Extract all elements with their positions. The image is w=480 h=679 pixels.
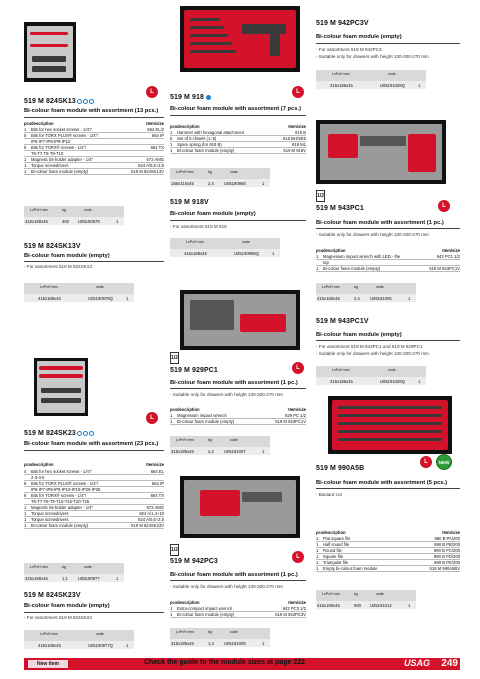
row-item: 664 IP (151, 133, 164, 138)
product-image-943pc1 (316, 120, 446, 184)
row-description: Bits for TORX® screws - 1/4"/ (31, 145, 87, 150)
new-badge: NEW (436, 454, 452, 470)
row-description: Bits for TORX PLUS® screws - 1/4"/ (31, 133, 99, 138)
row-qty: 1 (24, 523, 27, 528)
code-table: LxPxH mm kg code 415x188x45 1,4 U05191008 1 (170, 628, 270, 650)
section-desc: - Suitable only for drawers with height 130-200-270 mm (170, 392, 283, 397)
product-image-918 (180, 6, 300, 72)
section-title: 519 M 990A5B (316, 465, 365, 472)
row-item: 519 M 918V (283, 148, 306, 153)
row-qty: 8 (24, 493, 27, 498)
product-image-824sk13 (24, 22, 76, 82)
l-badge: L (292, 86, 304, 98)
l-badge: L (146, 86, 158, 98)
row-qty: 1 (316, 254, 319, 259)
product-image-929pc1 (180, 290, 300, 350)
row-qty: 1 (316, 266, 319, 271)
half-inch-icon: 1/2 (170, 352, 179, 364)
row-item: 990 B PD/200 (433, 554, 460, 559)
row-description: Bi-colour foam module (empty) (31, 523, 89, 528)
row-qty: 1 (24, 157, 27, 162)
row-description: Magnesium impact wrench with LED - the (323, 254, 401, 259)
row-qty: 1 (24, 169, 27, 174)
code-table: LxPxH mm code 415x188x45 U05190976Q 1 (24, 283, 134, 305)
half-inch-icon: 1/2 (316, 190, 325, 202)
row-item: 664 TX (150, 493, 164, 498)
row-description: Half-round file (323, 542, 350, 547)
row-description: 2-3-4-5 (31, 475, 45, 480)
code-table: LxPxH mm kg code 415x188x45 900 U05191012 1 (316, 590, 416, 612)
code-table: LxPxH mm kg code 415x188x45 2,4 U05191006 1 (316, 283, 416, 305)
code-table: LxPxH mm code 415x188x45 U05191008Q 1 (316, 70, 426, 92)
row-description: Hammer with hexagonal attachment (177, 130, 245, 135)
section-subtitle: Bi-colour foam module (empty) (24, 603, 110, 609)
row-description: Bi-colour foam module (empty) (177, 419, 235, 424)
row-item: 929 PC 1/2 (285, 413, 306, 418)
section-desc: - For assortment 519 M 824SK13 (24, 264, 92, 269)
row-description: Spare spring (for 918 B) (177, 142, 222, 147)
table-row (24, 523, 164, 529)
row-item: 519 M 824SK23V (131, 523, 164, 528)
section-subtitle: Bi-colour foam module (empty) (316, 34, 402, 40)
row-qty: 5 (24, 133, 27, 138)
row-qty: 1 (170, 413, 173, 418)
section-desc: - Suitable only for drawers with height 130-200-270 mm (316, 351, 429, 356)
row-description: Magnesium impact wrench (177, 413, 227, 418)
brand-logo: USAG (403, 658, 430, 668)
row-description: Torque screwdrivers (31, 163, 69, 168)
row-description: Bits for TORX PLUS® screws - 1/4"/ (31, 481, 99, 486)
row-description: Triangular file (323, 560, 349, 565)
row-item: 672 AMG (146, 505, 164, 510)
row-description: T6-T7-T8-T9-T10 (31, 151, 64, 156)
section-desc: - Suitable only for drawers with height 130-200-270 mm (316, 232, 429, 237)
row-description: Bi-colour foam module (empty) (31, 169, 89, 174)
row-description: Magnetic bit-holder adapter - 1/4" (31, 505, 94, 510)
code-table: LxPxH mm kg code 415x188x45 1,1 U05190977 1 (24, 563, 124, 585)
row-description: Bits for hex socket screws - 1/4"/ (31, 469, 92, 474)
section-title: 519 M 824SK13 (24, 98, 94, 107)
row-description: Bits for TORX® screws - 1/4"/ (31, 493, 87, 498)
guide-link[interactable]: Check the guide to the module sizes at page 222 (144, 659, 306, 666)
row-description: IP6-IP7-IP8-IP9-IP10 (31, 139, 71, 144)
row-description: Round file (323, 548, 342, 553)
code-table: LxPxH mm kg code 415x188x45 400 U05190978 1 (24, 206, 124, 228)
row-description: Bi-colour foam module (empty) (323, 266, 381, 271)
row-qty: 1 (316, 566, 319, 571)
section-title: 519 M 942PC3V (316, 20, 369, 27)
section-title: 519 M 943PC1V (316, 318, 369, 325)
section-title: 519 M 918 (170, 94, 211, 103)
row-description: IP6-IP7-IP8-IP9-IP10-IP15-IP20-IP25 (31, 487, 101, 492)
row-qty: 1 (316, 536, 319, 541)
row-description: top (323, 260, 329, 265)
row-qty: 1 (170, 148, 173, 153)
half-inch-icon: 1/2 (170, 544, 179, 556)
product-image-990a5b (328, 396, 452, 454)
section-title: 519 M 943PC1 (316, 205, 364, 212)
page-footer (24, 658, 460, 670)
row-item: 942 PC3 1/2 (282, 606, 306, 611)
row-description: Square file (323, 554, 344, 559)
section-desc: - For assortment 519 M 824SK23 (24, 615, 92, 620)
section-title: 519 M 942PC3 (170, 558, 218, 565)
product-image-942pc3 (180, 476, 300, 538)
row-description: Set of 5 chisels (1÷5) (177, 136, 217, 141)
row-qty: 1 (170, 606, 173, 611)
row-qty: 1 (316, 548, 319, 553)
section-desc: - For assortment 519 M 942PC3 (316, 47, 382, 52)
row-qty: 5 (170, 136, 173, 141)
l-badge: L (420, 456, 432, 468)
row-description: Torque screwdrivers (31, 517, 69, 522)
row-item: 990 B PB/200 (434, 542, 460, 547)
product-image-824sk23 (34, 358, 88, 416)
row-description: Magnetic bit-holder adapter - 1/4" (31, 157, 94, 162)
row-qty: 8 (24, 481, 27, 486)
row-item: 918 B (295, 130, 306, 135)
section-subtitle: Bi-colour foam module (empty) (24, 253, 110, 259)
row-qty: 1 (24, 511, 27, 516)
section-title: 519 M 824SK23V (24, 592, 81, 599)
table-row (170, 612, 306, 618)
section-subtitle: Bi-colour foam module with assortment (23 pcs.) (24, 441, 159, 447)
row-item: 918 M1 (292, 142, 306, 147)
l-badge: L (438, 200, 450, 212)
row-qty: 1 (24, 163, 27, 168)
row-item: 824 A/1,4÷10 (139, 511, 164, 516)
code-table: LxPxH mm code 415x188x45 U05191006Q 1 (316, 366, 426, 388)
section-title: 519 M 929PC1 (170, 367, 218, 374)
new-item-legend: New item (28, 660, 68, 668)
row-description: Bits for hex socket screws - 1/4"/ (31, 127, 92, 132)
row-item: 664 TX (150, 145, 164, 150)
row-item: 664 EL (150, 469, 164, 474)
section-desc: - Suitable only for drawers with height 130-200-270 mm (170, 584, 283, 589)
row-qty: 1 (24, 505, 27, 510)
row-qty: 1 (24, 127, 27, 132)
table-row (24, 169, 164, 175)
section-desc: - Basiard cut (316, 492, 342, 497)
row-qty: 1 (170, 130, 173, 135)
section-title: 519 M 918V (170, 199, 209, 206)
row-item: 664 IP (151, 481, 164, 486)
section-subtitle: Bi-colour foam module with assortment (7 pcs.) (170, 106, 302, 112)
row-item: 824 A/0,5÷2,5 (138, 163, 164, 168)
table-row (170, 148, 306, 154)
row-qty: 4 (24, 469, 27, 474)
row-qty: 1 (170, 419, 173, 424)
row-qty: 1 (316, 542, 319, 547)
row-qty: 1 (24, 517, 27, 522)
l-badge: L (292, 362, 304, 374)
row-description: Bi-colour foam module (empty) (177, 612, 235, 617)
row-description: Flat square file (323, 536, 351, 541)
section-subtitle: Bi-colour foam module with assortment (5 pcs.) (316, 480, 448, 486)
section-subtitle: Bi-colour foam module (empty) (170, 211, 256, 217)
section-desc: - Suitable only for drawers with height 130-200-270 mm (316, 54, 429, 59)
row-qty: 1 (170, 612, 173, 617)
row-item: 519 M 942PC3V (275, 612, 306, 617)
row-description: Bi-colour foam module (empty) (177, 148, 235, 153)
section-subtitle: Bi-colour foam module with assortment (1 pc.) (316, 220, 444, 226)
row-item: 990 B PE/200 (434, 560, 460, 565)
table-row (316, 566, 460, 572)
row-item: 990 B PC/200 (433, 548, 460, 553)
row-description: Torque screwdrivers (31, 511, 69, 516)
row-qty: 5 (24, 145, 27, 150)
table-row (316, 266, 460, 272)
section-subtitle: Bi-colour foam module (empty) (316, 332, 402, 338)
row-description: Empty bi-colour foam module (323, 566, 378, 571)
section-title: 519 M 824SK23 (24, 430, 94, 439)
section-title: 519 M 824SK13V (24, 243, 81, 250)
l-badge: L (292, 551, 304, 563)
row-item: 918 BH/SE5 (282, 136, 306, 141)
section-subtitle: Bi-colour foam module with assortment (13 pcs.) (24, 108, 159, 114)
row-item: 672 AMG (146, 157, 164, 162)
row-item: 990 B PA/200 (434, 536, 460, 541)
row-description: T6-T7-T8-T9-T10-T15-T20-T25 (31, 499, 90, 504)
l-badge: L (146, 412, 158, 424)
row-qty: 1 (316, 554, 319, 559)
row-item: 664 EL/2 (147, 127, 164, 132)
section-subtitle: Bi-colour foam module with assortment (1 pc.) (170, 572, 298, 578)
row-item: 519 M 943PC1V (275, 419, 306, 424)
row-item: 519 M 990A5BV (429, 566, 460, 571)
code-table: LxPxH mm kg code 188x415x45 2,4 U05190968 1 (170, 168, 270, 190)
row-item: 519 M 824SK13V (131, 169, 164, 174)
code-table: LxPxH mm code 415x188x45 U05190968Q 1 (170, 238, 280, 260)
row-item: 824 A/0,5÷2,5 (138, 517, 164, 522)
section-subtitle: Bi-colour foam module with assortment (1 pc.) (170, 380, 298, 386)
table-row (170, 419, 306, 425)
row-description: Extra-compact impact wrench (177, 606, 233, 611)
code-table: LxPxH mm code 415x188x45 U05190977Q 1 (24, 630, 134, 652)
page-number: 249 (441, 658, 458, 669)
section-desc: - For assortment 519 M 943PC1 and 519 M 929PC1 (316, 344, 423, 349)
section-desc: - For assortment 519 M 918 (170, 224, 227, 229)
code-table: LxPxH mm kg code 415x188x45 2,2 U05191007 1 (170, 436, 270, 458)
row-qty: 1 (316, 560, 319, 565)
row-item: 519 M 943PC1V (429, 266, 460, 271)
row-qty: 1 (170, 142, 173, 147)
row-item: 943 PC1 1/2 (436, 254, 460, 259)
